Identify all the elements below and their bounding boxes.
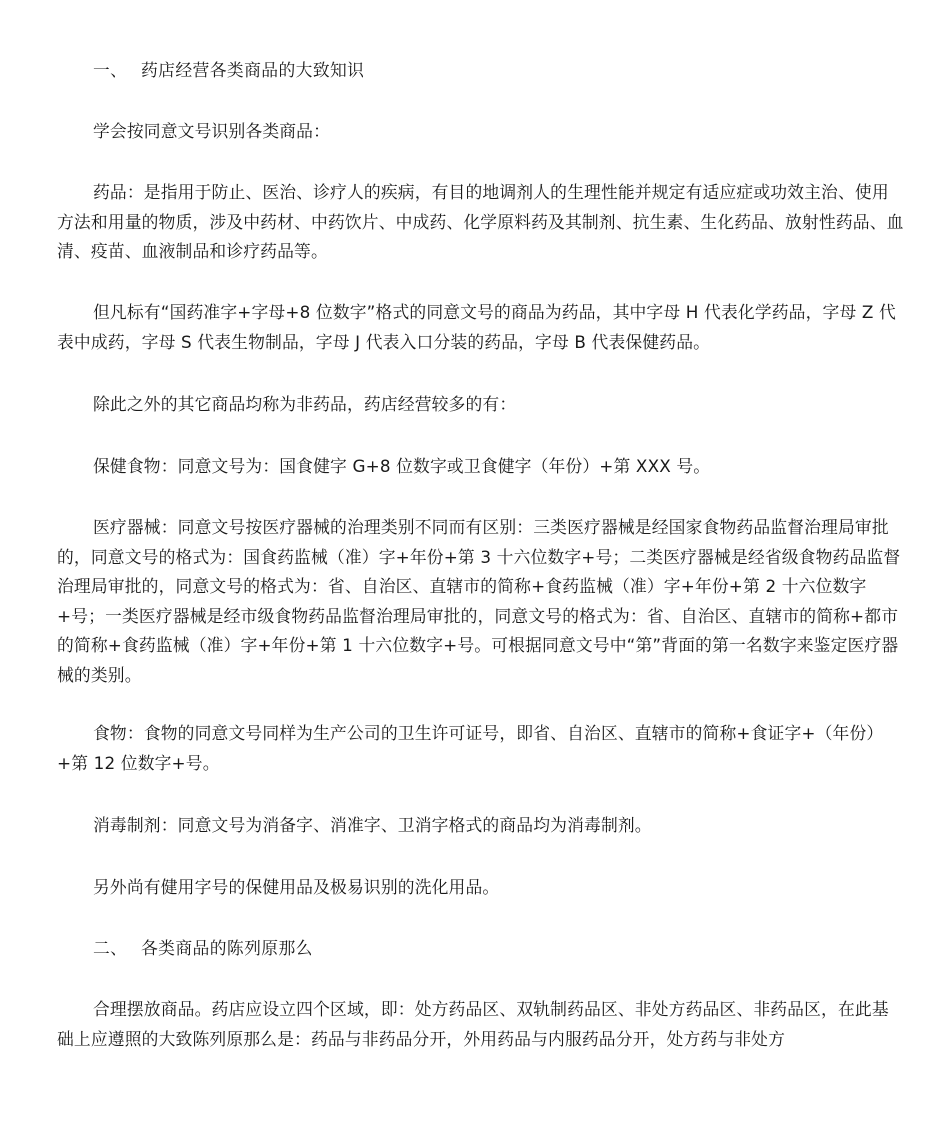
paragraph-health-food: 保健食物：同意文号为：国食健字 G+8 位数字或卫食健字（年份）+第 XXX 号。 bbox=[93, 456, 711, 476]
paragraph-intro: 学会按同意文号识别各类商品： bbox=[93, 121, 331, 141]
section-heading-1 bbox=[57, 56, 905, 86]
section-heading-2 bbox=[57, 934, 905, 964]
paragraph-disinfectant: 消毒制剂：同意文号为消备字、消准字、卫消字格式的商品均为消毒制剂。 bbox=[93, 815, 652, 835]
paragraph-display-principle: 合理摆放商品。药店应设立四个区域，即：处方药品区、双轨制药品区、非处方药品区、非药品区，在此基础上应遵照的大致陈列原那么是：药品与非药品分开，外用药品与内服药品分开，处方药与非处方 bbox=[57, 999, 889, 1049]
paragraph-other-products: 另外尚有健用字号的保健用品及极易识别的洗化用品。 bbox=[93, 877, 500, 897]
section-number-1: 一、 bbox=[93, 60, 128, 80]
paragraph-food: 食物：食物的同意文号同样为生产公司的卫生许可证号，即省、自治区、直辖市的简称+食证字+（年份）+第 12 位数字+号。 bbox=[57, 723, 884, 773]
paragraph-approval-format: 但凡标有“国药准字+字母+8 位数字”格式的同意文号的商品为药品，其中字母 H 代表化学药品，字母 Z 代表中成药，字母 S 代表生物制品，字母 J 代表入口分装的药品，字母 B 代表保健药品。 bbox=[57, 302, 896, 352]
section-title-1: 药店经营各类商品的大致知识 bbox=[141, 60, 365, 80]
section-title-2: 各类商品的陈列原那么 bbox=[141, 938, 313, 958]
paragraph-medical-device: 医疗器械：同意文号按医疗器械的治理类别不同而有区别：三类医疗器械是经国家食物药品监督治理局审批的，同意文号的格式为：国食药监械（准）字+年份+第 3 十六位数字+号；二类医疗器械是经省级食物药品监督治理局审批的，同意文号的格式为：省、自治区、直辖市的简称+食药监械（准）字+年份+第 2 十六位数字+号；一类医疗器械是经市级食物药品监督治理局审批的，同意文号的格式为：省、自治区、直辖市的简称+都市的简称+食药监械（准）字+年份+第 1 十六位数字+号。可根据同意文号中“第”背面的第一名数字来鉴定医疗器械的类别。 bbox=[57, 517, 901, 685]
paragraph-drug-definition: 药品：是指用于防止、医治、诊疗人的疾病，有目的地调剂人的生理性能并规定有适应症或功效主治、使用方法和用量的物质，涉及中药材、中药饮片、中成药、化学原料药及其制剂、抗生素、生化药品、放射性药品、血清、疫苗、血液制品和诊疗药品等。 bbox=[57, 182, 904, 261]
paragraph-non-drug: 除此之外的其它商品均称为非药品，药店经营较多的有： bbox=[93, 394, 517, 414]
section-number-2: 二、 bbox=[93, 938, 128, 958]
